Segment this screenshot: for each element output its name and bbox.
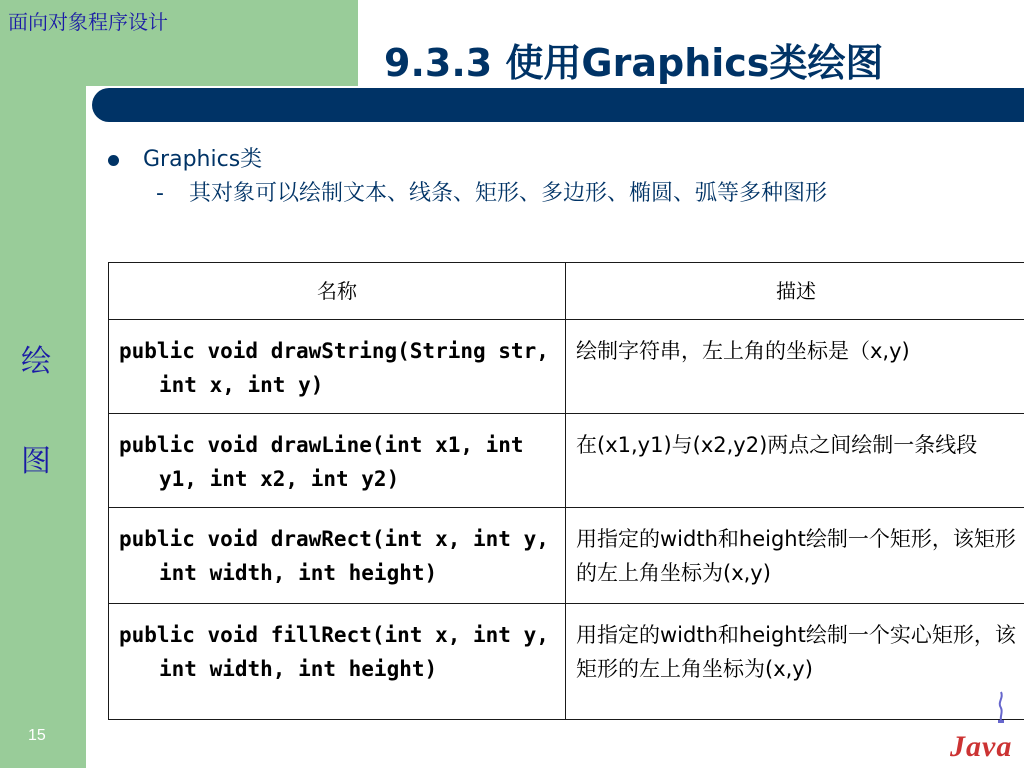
bullet-text: Graphics类 [143, 147, 263, 172]
sidebar-char-1: 绘 [21, 344, 51, 379]
method-name: public void drawString(String str, int x, int y) [109, 320, 566, 414]
table-row [109, 414, 1024, 508]
header-desc: 描述 [566, 263, 1024, 320]
method-name: public void fillRect(int x, int y, int width, int height) [109, 604, 566, 720]
java-cup-icon [994, 690, 1008, 726]
sidebar-char-2: 图 [21, 444, 51, 479]
bullet-dot-icon [108, 155, 119, 166]
method-desc: 在(x1,y1)与(x2,y2)两点之间绘制一条线段 [566, 414, 1024, 508]
slide-number: 15 [28, 727, 46, 744]
course-title: 面向对象程序设计 [8, 10, 168, 34]
method-name: public void drawRect(int x, int y, int width, int height) [109, 508, 566, 604]
table-row [109, 508, 1024, 604]
table-row [109, 604, 1024, 720]
java-logo: Java [950, 730, 1013, 763]
left-sidebar [0, 0, 86, 768]
table-row [109, 320, 1024, 414]
sub-bullet-text: 其对象可以绘制文本、线条、矩形、多边形、椭圆、弧等多种图形 [189, 181, 828, 206]
method-desc: 绘制字符串，左上角的坐标是（x,y) [566, 320, 1024, 414]
slide-title: 9.3.3 使用Graphics类绘图 [384, 41, 884, 85]
method-desc: 用指定的width和height绘制一个实心矩形，该矩形的左上角坐标为(x,y) [566, 604, 1024, 720]
header-name: 名称 [109, 263, 566, 320]
method-name: public void drawLine(int x1, int y1, int x2, int y2) [109, 414, 566, 508]
method-desc: 用指定的width和height绘制一个矩形，该矩形的左上角坐标为(x,y) [566, 508, 1024, 604]
title-bar [92, 88, 1024, 122]
table-header-row [109, 263, 1024, 320]
bullet-item [108, 142, 262, 173]
methods-table [108, 262, 1024, 720]
sub-bullet-dash: - [156, 181, 164, 206]
sub-bullet-item [156, 180, 996, 208]
